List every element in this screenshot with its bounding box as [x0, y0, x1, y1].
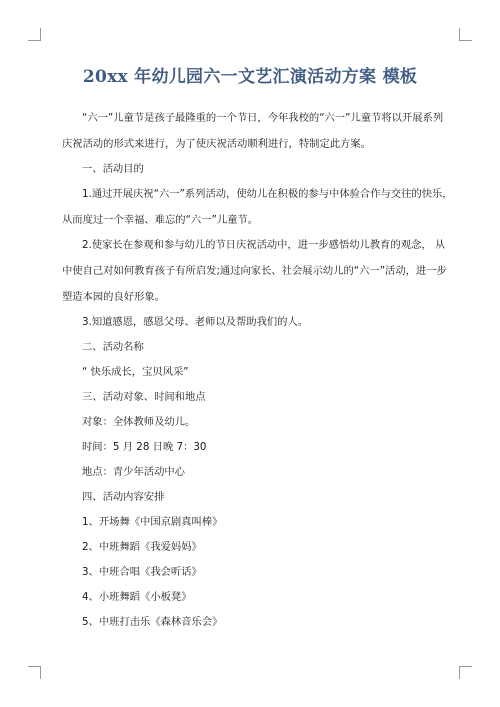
document-body: [62, 112, 453, 641]
intro-paragraph: [62, 112, 444, 151]
program-item: 3、中班合唱《我会听话》: [82, 566, 202, 578]
program-item: 2、中班舞蹈《我爱妈妈》: [82, 541, 202, 553]
program-item: 5、中班打击乐《森林音乐会》: [82, 616, 223, 628]
document-title: 20xx 年幼儿园六一文艺汇演活动方案 模板: [82, 67, 418, 87]
corner-mark-bottom-left: [28, 666, 41, 679]
program-item: 1、开场舞《中国京剧真叫棒》: [82, 516, 223, 528]
intro-line: “六一”儿童节是孩子最隆重的一个节日，今年我校的“六一”儿童节将以开展系列: [82, 112, 444, 124]
program-item: 4、小班舞蹈《小板凳》: [82, 591, 192, 603]
section-heading: 一、活动目的: [82, 163, 144, 175]
corner-mark-bottom-right: [459, 666, 472, 679]
activity-place: 地点：青少年活动中心: [82, 466, 185, 478]
corner-mark-top-left: [28, 28, 41, 41]
paragraph-line: 塑造本园的良好形象。: [62, 291, 165, 303]
activity-time: 时间：5 月 28 日晚 7：30: [82, 441, 207, 453]
section-heading: 三、活动对象、时间和地点: [82, 391, 206, 403]
paragraph-line: 中使自己对如何教育孩子有所启发;通过向家长、社会展示幼儿的“六一”活动，进一步: [62, 265, 447, 277]
activity-target: 对象：全体教师及幼儿。: [82, 416, 196, 428]
section-heading: 二、活动名称: [82, 341, 144, 353]
purpose-paragraph-3: 3.知道感恩，感恩父母、老师以及帮助我们的人。: [82, 316, 309, 328]
paragraph-line: 1.通过开展庆祝“六一”系列活动，使幼儿在积极的参与中体验合作与交往的快乐，: [82, 188, 453, 200]
purpose-paragraph-1: [62, 188, 453, 227]
paragraph-line: 2.使家长在参观和参与幼儿的节日庆祝活动中，进一步感悟幼儿教育的观念， 从: [82, 239, 446, 251]
intro-line: 庆祝活动的形式来进行，为了使庆祝活动顺利进行，特制定此方案。: [62, 138, 371, 150]
section-heading: 四、活动内容安排: [82, 491, 165, 503]
activity-name: “ 快乐成长，宝贝风采”: [82, 366, 189, 378]
purpose-paragraph-2: [62, 239, 447, 304]
paragraph-line: 从而度过一个幸福、难忘的“六一”儿童节。: [62, 214, 259, 226]
corner-mark-top-right: [459, 28, 472, 41]
